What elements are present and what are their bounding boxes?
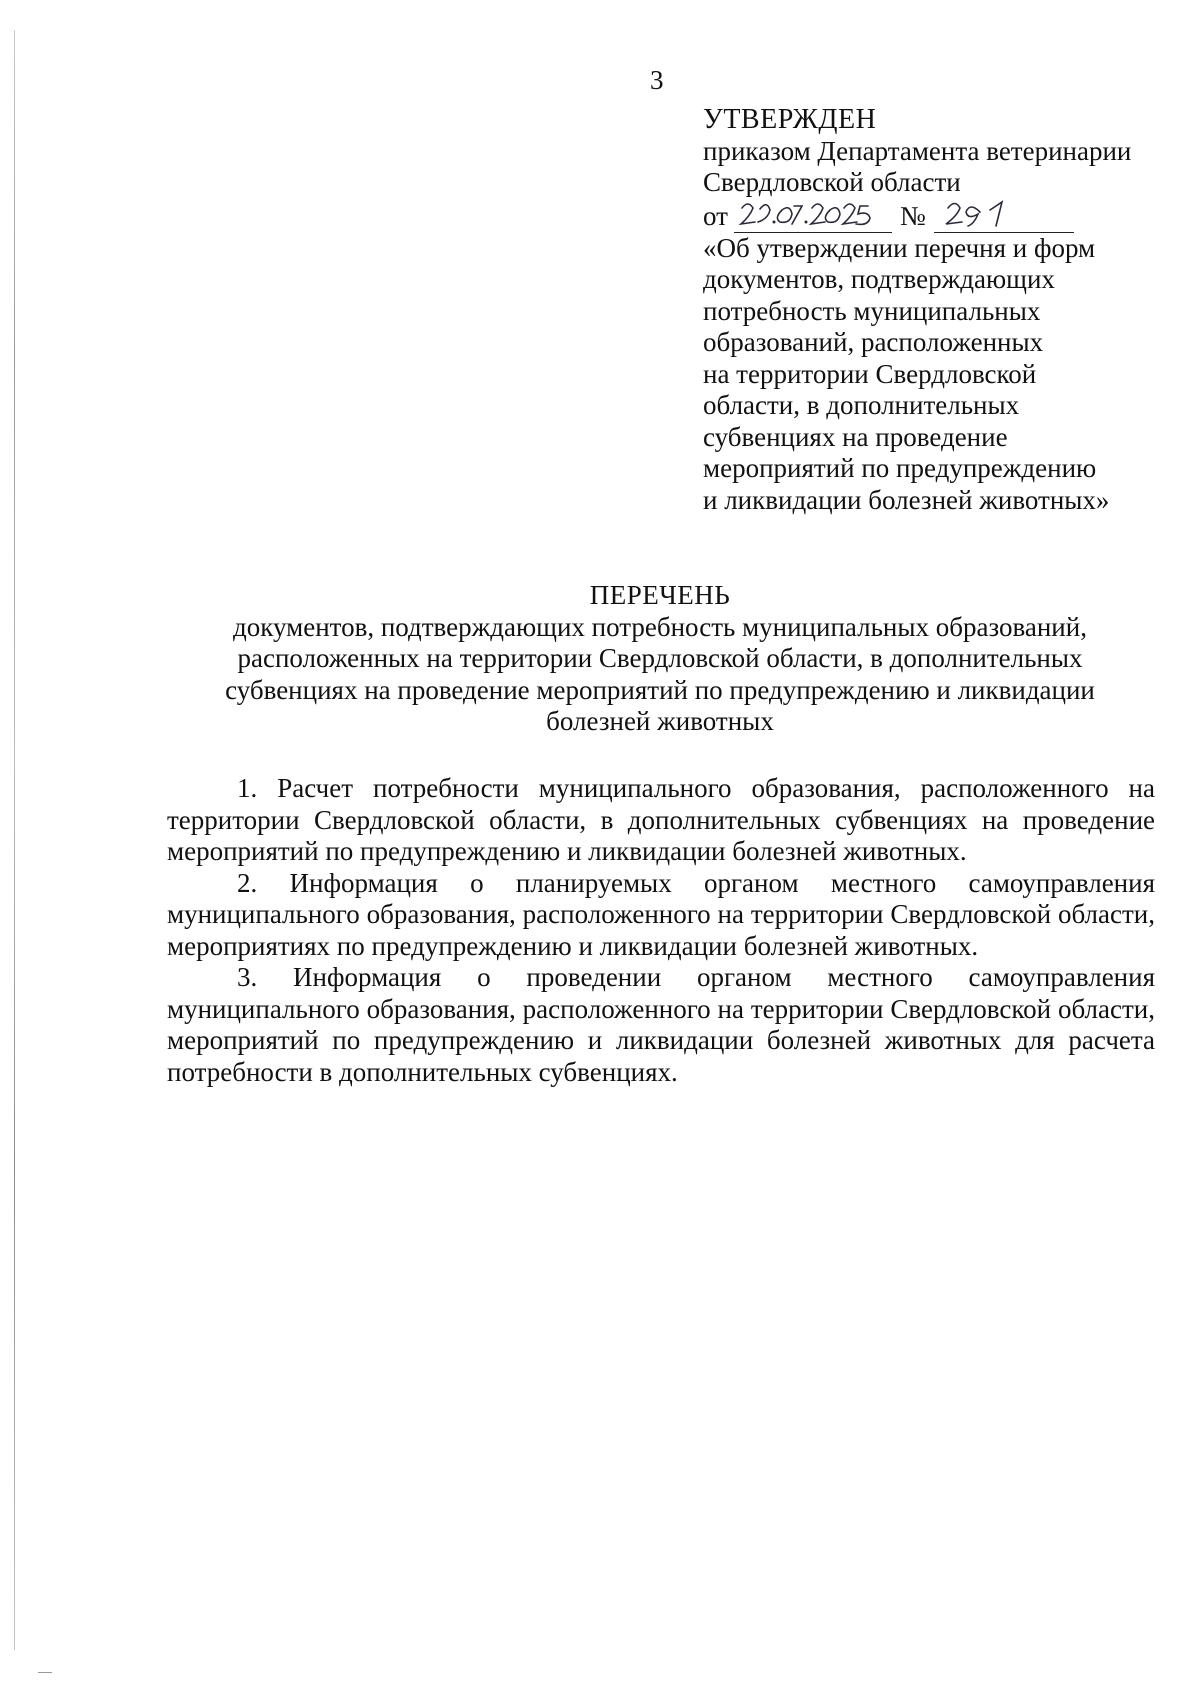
approval-quote-line-4: образований, расположенных [703, 327, 1044, 357]
date-prefix: от [703, 201, 728, 231]
approval-quote-line-3: потребность муниципальных [703, 295, 1041, 326]
scan-edge-line [14, 30, 15, 1650]
approval-quote-line-5: на территории Свердловской [703, 358, 1037, 389]
approval-quote-line-8: мероприятий по предупреждению [703, 453, 1097, 483]
document-subtitle: документов, подтверждающих потребность муниципальных образований, расположенных на территории Свердловской области, в дополнительных субвенциях на проведение мероприятий по предупреждению и ликвидации болезней животных [225, 611, 1095, 736]
approval-title: УТВЕРЖДЕН [703, 104, 877, 135]
approval-quote-line-6: области, в дополнительных [703, 390, 1020, 420]
number-sign: № [899, 201, 926, 231]
handwritten-number-signature [934, 196, 1074, 230]
approval-block [703, 104, 1173, 516]
list-item-1: 1. Расчет потребности муниципального образования, расположенного на территории Свердловской области, в дополнительных субвенциях на проведение мероприятий по предупреждению и ликвидации болезней животных. [167, 773, 1155, 866]
document-body [167, 773, 1155, 1088]
approval-quote-line-7: субвенциях на проведение [703, 421, 1008, 452]
handwritten-date-signature [734, 196, 894, 230]
date-field [734, 202, 892, 233]
document-heading: ПЕРЕЧЕНЬ [589, 580, 731, 610]
approval-quote-line-2: документов, подтверждающих [703, 264, 1055, 294]
number-field [934, 202, 1074, 233]
order-date-number-line [703, 199, 1173, 233]
approval-quote-line-1: «Об утверждении перечня и форм [703, 232, 1096, 263]
list-item-2: 2. Информация о планируемых органом местного самоуправления муниципального образования, расположенного на территории Свердловской области, мероприятиях по предупреждению и ликвидации болезней животных. [167, 867, 1155, 961]
document-title-block [160, 580, 1160, 738]
page-number: 3 [650, 65, 664, 95]
scan-mark [38, 1672, 52, 1673]
approval-quote-line-9: и ликвидации болезней животных» [703, 484, 1110, 515]
list-item-3: 3. Информация о проведении органом местного самоуправления муниципального образования, расположенного на территории Свердловской области, мероприятий по предупреждению и ликвидации болезней животных для расчета потребности в дополнительных субвенциях. [167, 962, 1155, 1087]
approval-line-order: приказом Департамента ветеринарии [703, 135, 1132, 166]
approval-line-region: Свердловской области [703, 167, 961, 197]
